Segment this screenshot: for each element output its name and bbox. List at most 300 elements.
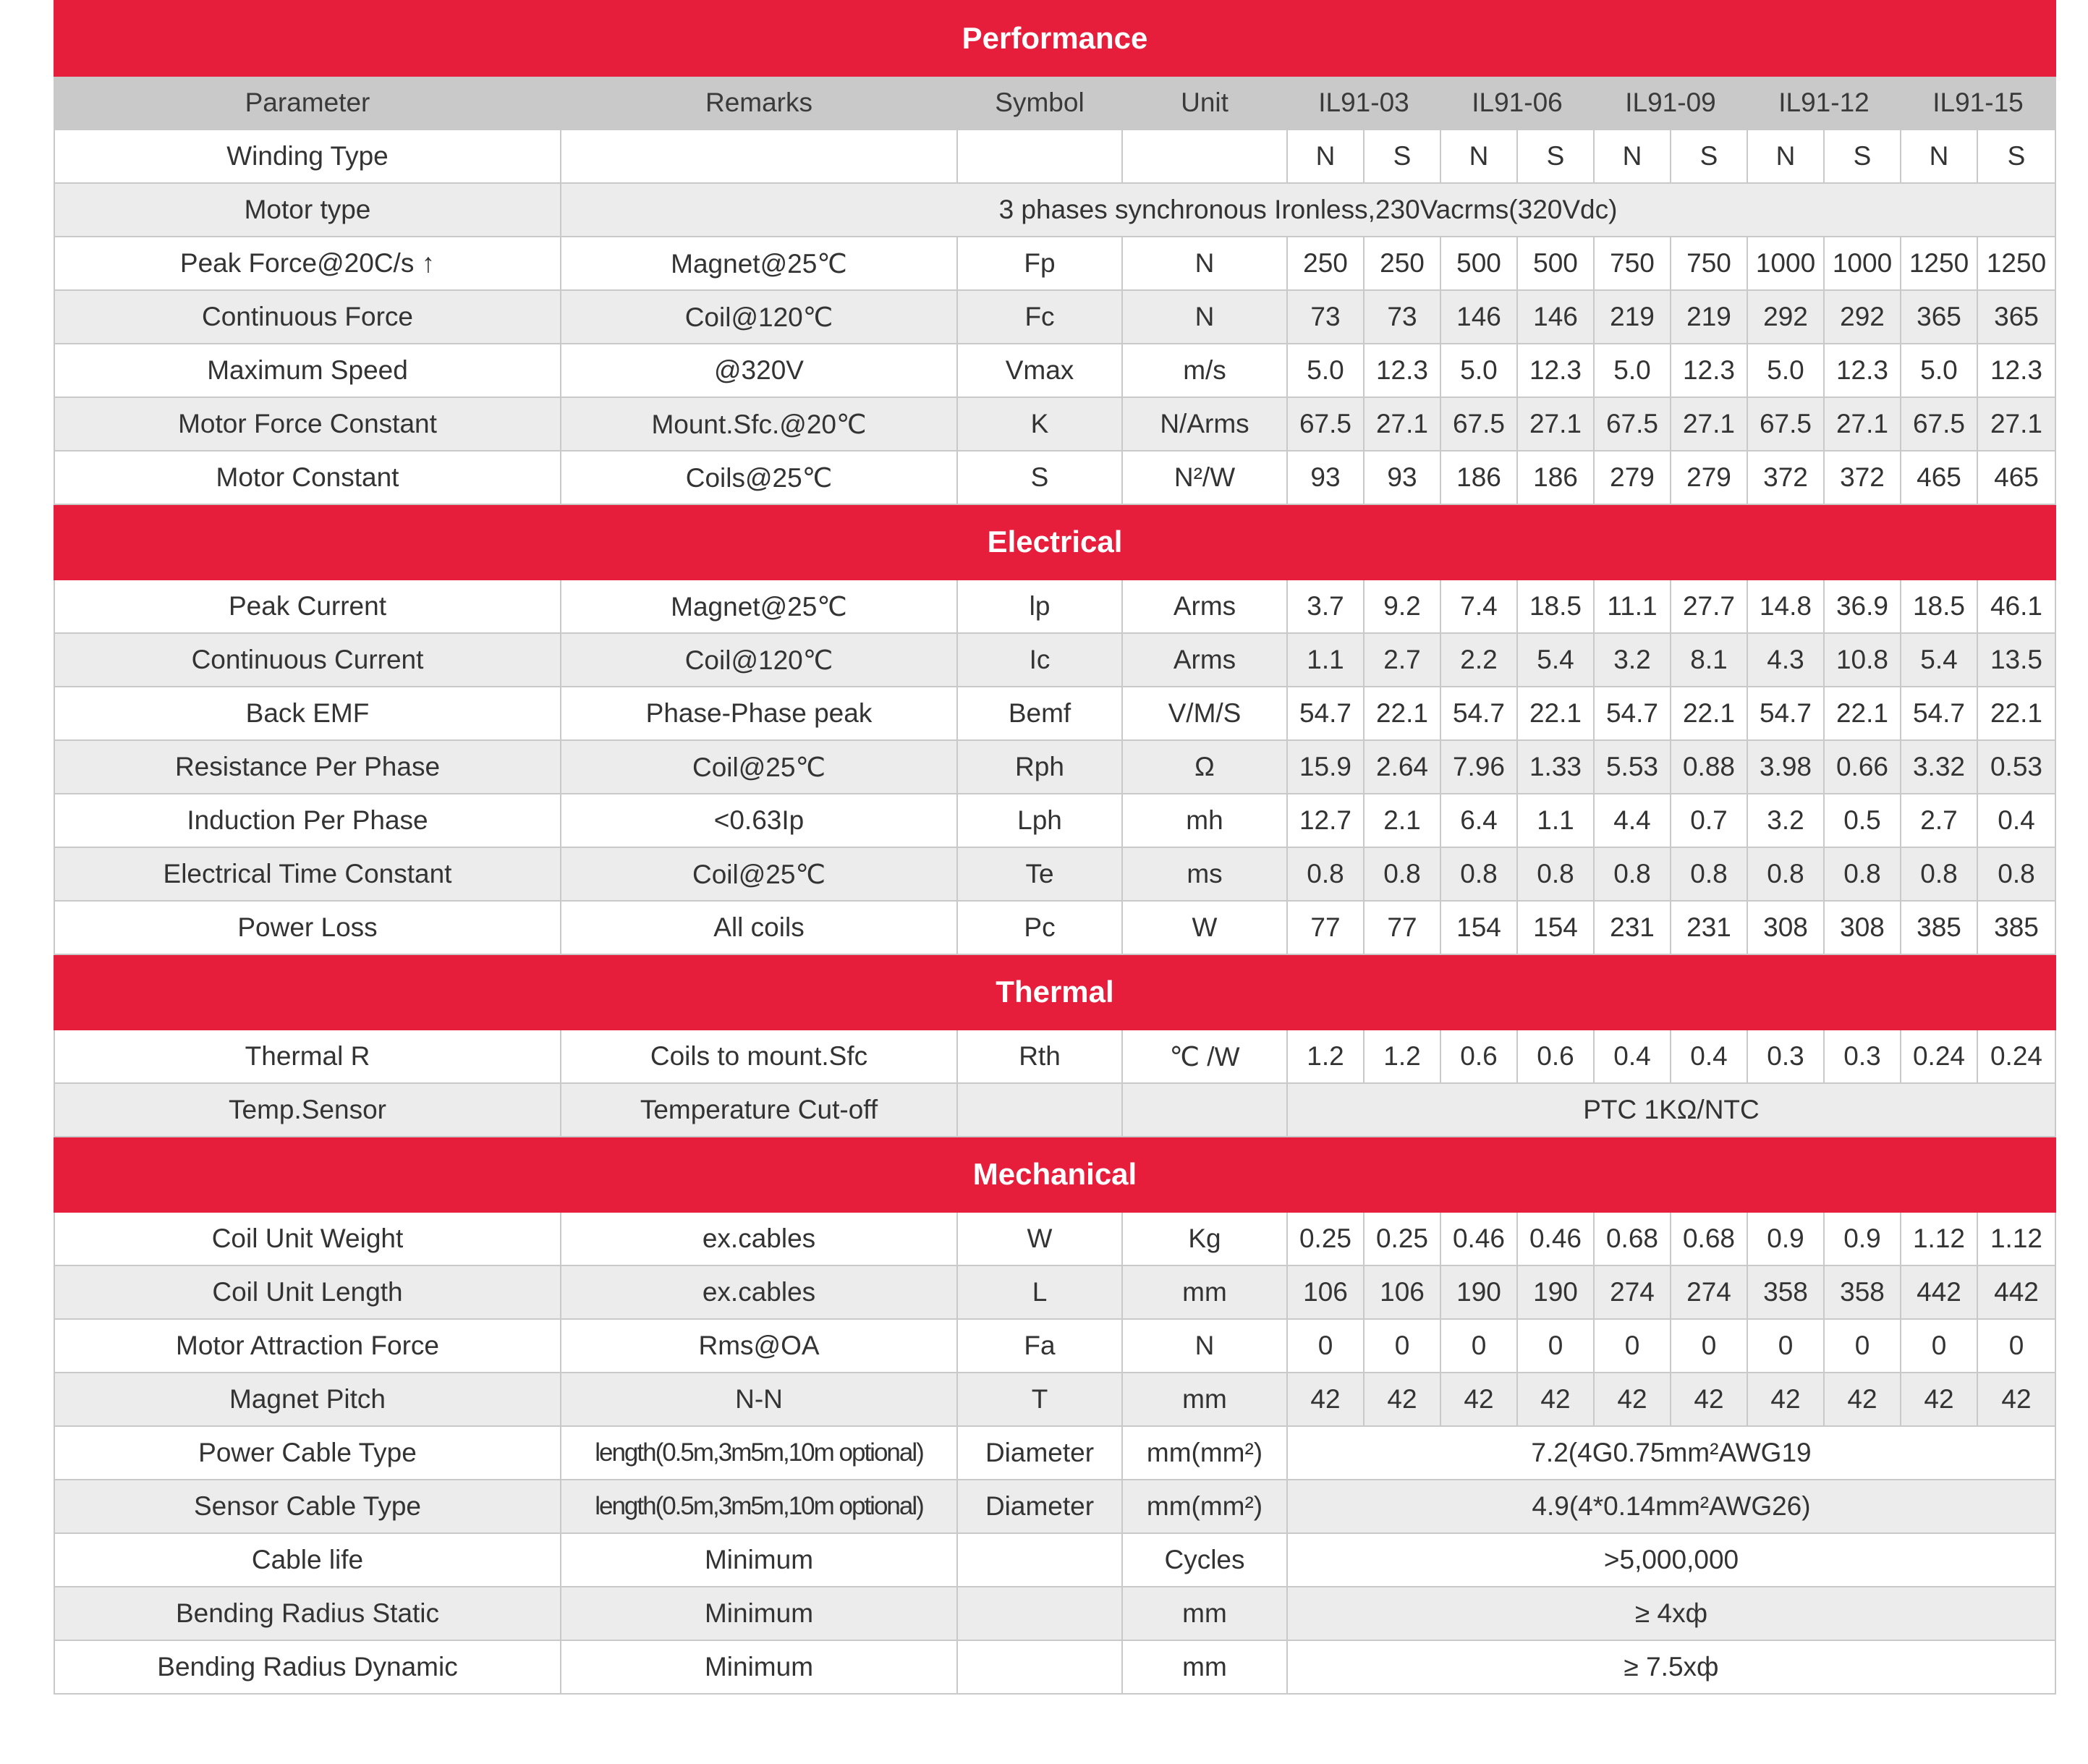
cell-value: 0: [1287, 1319, 1364, 1373]
cell-value: 365: [1901, 290, 1977, 344]
cell-merged-value: 4.9(4*0.14mm²AWG26): [1287, 1480, 2055, 1533]
cell-value: 2.1: [1364, 794, 1440, 847]
cell-remarks: length(0.5m,3m5m,10m optional): [561, 1426, 957, 1480]
cell-value: 5.0: [1287, 344, 1364, 397]
column-header-model: IL91-03: [1287, 76, 1440, 130]
column-header-remarks: Remarks: [561, 76, 957, 130]
cell-value: 154: [1440, 901, 1517, 954]
cell-parameter: Bending Radius Dynamic: [54, 1640, 561, 1694]
cell-symbol: Fc: [957, 290, 1122, 344]
section-header-row: [54, 954, 2055, 1030]
cell-value: 0.46: [1440, 1212, 1517, 1265]
cell-value: 219: [1671, 290, 1747, 344]
cell-unit: mm: [1122, 1265, 1287, 1319]
cell-value: 9.2: [1364, 580, 1440, 633]
section-title: Electrical: [54, 504, 2055, 580]
cell-value: 22.1: [1517, 687, 1594, 740]
cell-value: 12.3: [1977, 344, 2055, 397]
cell-parameter: Back EMF: [54, 687, 561, 740]
cell-value: 0.66: [1824, 740, 1901, 794]
table-row: [54, 290, 2055, 344]
cell-value: 0.4: [1594, 1030, 1671, 1083]
cell-parameter: Electrical Time Constant: [54, 847, 561, 901]
cell-value: 12.3: [1517, 344, 1594, 397]
section-header-row: [54, 1, 2055, 76]
cell-parameter: Motor Force Constant: [54, 397, 561, 451]
cell-value: 18.5: [1901, 580, 1977, 633]
cell-remarks: Minimum: [561, 1533, 957, 1587]
cell-value: 54.7: [1747, 687, 1824, 740]
cell-value: 0.24: [1901, 1030, 1977, 1083]
cell-symbol: Bemf: [957, 687, 1122, 740]
cell-parameter: Power Cable Type: [54, 1426, 561, 1480]
column-header-parameter: Parameter: [54, 76, 561, 130]
section-title: Performance: [54, 1, 2055, 76]
cell-parameter: Power Loss: [54, 901, 561, 954]
cell-value: 279: [1594, 451, 1671, 504]
cell-value: 0.8: [1747, 847, 1824, 901]
cell-symbol: [957, 130, 1122, 183]
cell-value: 500: [1517, 237, 1594, 290]
cell-value: 27.1: [1671, 397, 1747, 451]
cell-value: 8.1: [1671, 633, 1747, 687]
cell-value: 27.1: [1517, 397, 1594, 451]
table-row: [54, 1533, 2055, 1587]
cell-value: 106: [1287, 1265, 1364, 1319]
cell-value: 42: [1671, 1373, 1747, 1426]
cell-unit: mh: [1122, 794, 1287, 847]
cell-value: 5.4: [1517, 633, 1594, 687]
cell-parameter: Winding Type: [54, 130, 561, 183]
cell-value: 42: [1747, 1373, 1824, 1426]
cell-value: 3.2: [1747, 794, 1824, 847]
cell-parameter: Coil Unit Length: [54, 1265, 561, 1319]
cell-remarks: Coil@120℃: [561, 290, 957, 344]
cell-value: 274: [1594, 1265, 1671, 1319]
cell-remarks: N-N: [561, 1373, 957, 1426]
cell-merged-span: 3 phases synchronous Ironless,230Vacrms(320Vdc): [561, 183, 2055, 237]
cell-value: 250: [1287, 237, 1364, 290]
cell-merged-value: ≥ 7.5xф: [1287, 1640, 2055, 1694]
cell-value: 0: [1747, 1319, 1824, 1373]
table-row: [54, 1212, 2055, 1265]
cell-symbol: K: [957, 397, 1122, 451]
table-row: [54, 1373, 2055, 1426]
cell-value: 274: [1671, 1265, 1747, 1319]
cell-value: 1.2: [1287, 1030, 1364, 1083]
cell-value: 2.64: [1364, 740, 1440, 794]
cell-value: 67.5: [1901, 397, 1977, 451]
cell-remarks: Coils@25℃: [561, 451, 957, 504]
table-row: [54, 1083, 2055, 1137]
cell-value: 0.8: [1440, 847, 1517, 901]
cell-symbol: [957, 1587, 1122, 1640]
cell-value: 10.8: [1824, 633, 1901, 687]
cell-unit: m/s: [1122, 344, 1287, 397]
cell-value: 465: [1977, 451, 2055, 504]
cell-unit: [1122, 1083, 1287, 1137]
cell-unit: mm: [1122, 1373, 1287, 1426]
cell-remarks: Coils to mount.Sfc: [561, 1030, 957, 1083]
cell-unit: Kg: [1122, 1212, 1287, 1265]
cell-value: 42: [1287, 1373, 1364, 1426]
cell-value: 54.7: [1287, 687, 1364, 740]
cell-symbol: W: [957, 1212, 1122, 1265]
cell-value: 1.12: [1901, 1212, 1977, 1265]
spec-table: [54, 0, 2056, 1695]
cell-value: 231: [1671, 901, 1747, 954]
cell-value: 77: [1364, 901, 1440, 954]
cell-value: 358: [1747, 1265, 1824, 1319]
cell-value: 0: [1440, 1319, 1517, 1373]
cell-value: 442: [1977, 1265, 2055, 1319]
cell-value: 1000: [1824, 237, 1901, 290]
cell-parameter: Temp.Sensor: [54, 1083, 561, 1137]
cell-symbol: lp: [957, 580, 1122, 633]
cell-symbol: Vmax: [957, 344, 1122, 397]
cell-value: 0.68: [1671, 1212, 1747, 1265]
cell-remarks: length(0.5m,3m5m,10m optional): [561, 1480, 957, 1533]
table-row: [54, 1319, 2055, 1373]
cell-value: 3.98: [1747, 740, 1824, 794]
cell-value: 5.0: [1901, 344, 1977, 397]
column-header-model: IL91-12: [1747, 76, 1901, 130]
cell-symbol: Lph: [957, 794, 1122, 847]
cell-value: 73: [1287, 290, 1364, 344]
cell-remarks: [561, 130, 957, 183]
cell-unit: mm: [1122, 1640, 1287, 1694]
cell-value: 0.6: [1517, 1030, 1594, 1083]
cell-remarks: Coil@120℃: [561, 633, 957, 687]
cell-value: 0.8: [1977, 847, 2055, 901]
column-header-model: IL91-09: [1594, 76, 1747, 130]
table-row: [54, 687, 2055, 740]
cell-value: 0: [1671, 1319, 1747, 1373]
cell-value: 385: [1977, 901, 2055, 954]
cell-value: 54.7: [1440, 687, 1517, 740]
cell-value: 36.9: [1824, 580, 1901, 633]
cell-value: 750: [1594, 237, 1671, 290]
table-row: [54, 1426, 2055, 1480]
cell-unit: Arms: [1122, 580, 1287, 633]
cell-value: 15.9: [1287, 740, 1364, 794]
cell-value: 67.5: [1747, 397, 1824, 451]
cell-unit: ℃ /W: [1122, 1030, 1287, 1083]
cell-parameter: Continuous Current: [54, 633, 561, 687]
column-header-symbol: Symbol: [957, 76, 1122, 130]
cell-value: 372: [1824, 451, 1901, 504]
cell-parameter: Continuous Force: [54, 290, 561, 344]
cell-value: 0.68: [1594, 1212, 1671, 1265]
cell-merged-value: ≥ 4xф: [1287, 1587, 2055, 1640]
cell-value: 6.4: [1440, 794, 1517, 847]
cell-symbol: Rph: [957, 740, 1122, 794]
cell-parameter: Coil Unit Weight: [54, 1212, 561, 1265]
cell-value: 5.0: [1594, 344, 1671, 397]
cell-value: 1250: [1901, 237, 1977, 290]
section-title: Thermal: [54, 954, 2055, 1030]
cell-value: 186: [1517, 451, 1594, 504]
cell-remarks: All coils: [561, 901, 957, 954]
cell-merged-value: 7.2(4G0.75mm²AWG19: [1287, 1426, 2055, 1480]
cell-remarks: <0.63Ip: [561, 794, 957, 847]
cell-value: 465: [1901, 451, 1977, 504]
column-header-row: [54, 76, 2055, 130]
cell-parameter: Cable life: [54, 1533, 561, 1587]
cell-unit: ms: [1122, 847, 1287, 901]
table-row: [54, 1030, 2055, 1083]
cell-unit: N: [1122, 237, 1287, 290]
cell-unit: Cycles: [1122, 1533, 1287, 1587]
cell-value: 73: [1364, 290, 1440, 344]
cell-value: 27.1: [1824, 397, 1901, 451]
table-row: [54, 847, 2055, 901]
cell-value: 442: [1901, 1265, 1977, 1319]
cell-remarks: Temperature Cut-off: [561, 1083, 957, 1137]
cell-parameter: Sensor Cable Type: [54, 1480, 561, 1533]
cell-parameter: Bending Radius Static: [54, 1587, 561, 1640]
cell-value: 42: [1364, 1373, 1440, 1426]
cell-value: 42: [1594, 1373, 1671, 1426]
cell-value: N: [1747, 130, 1824, 183]
cell-value: 54.7: [1901, 687, 1977, 740]
cell-merged-value: >5,000,000: [1287, 1533, 2055, 1587]
cell-remarks: Magnet@25℃: [561, 237, 957, 290]
cell-value: S: [1364, 130, 1440, 183]
cell-unit: V/M/S: [1122, 687, 1287, 740]
cell-value: 0.3: [1824, 1030, 1901, 1083]
cell-value: 365: [1977, 290, 2055, 344]
cell-value: 0.9: [1747, 1212, 1824, 1265]
cell-parameter: Peak Current: [54, 580, 561, 633]
cell-value: 7.96: [1440, 740, 1517, 794]
cell-value: 1.2: [1364, 1030, 1440, 1083]
cell-value: 4.3: [1747, 633, 1824, 687]
cell-value: 0.5: [1824, 794, 1901, 847]
cell-remarks: @320V: [561, 344, 957, 397]
table-row: [54, 397, 2055, 451]
cell-unit: mm(mm²): [1122, 1480, 1287, 1533]
cell-value: S: [1517, 130, 1594, 183]
cell-value: 93: [1287, 451, 1364, 504]
cell-value: 154: [1517, 901, 1594, 954]
cell-value: 500: [1440, 237, 1517, 290]
cell-value: 42: [1517, 1373, 1594, 1426]
cell-symbol: Fp: [957, 237, 1122, 290]
cell-symbol: [957, 1083, 1122, 1137]
cell-symbol: [957, 1533, 1122, 1587]
cell-value: 0.9: [1824, 1212, 1901, 1265]
cell-value: 42: [1977, 1373, 2055, 1426]
cell-value: 12.3: [1364, 344, 1440, 397]
cell-value: S: [1824, 130, 1901, 183]
cell-unit: N: [1122, 290, 1287, 344]
table-body: [54, 1, 2055, 1694]
cell-unit: Ω: [1122, 740, 1287, 794]
cell-value: 0.53: [1977, 740, 2055, 794]
cell-parameter: Motor type: [54, 183, 561, 237]
cell-value: 385: [1901, 901, 1977, 954]
cell-value: 12.7: [1287, 794, 1364, 847]
cell-parameter: Thermal R: [54, 1030, 561, 1083]
column-header-model: IL91-06: [1440, 76, 1594, 130]
cell-value: N: [1440, 130, 1517, 183]
cell-value: 5.0: [1440, 344, 1517, 397]
cell-value: 7.4: [1440, 580, 1517, 633]
cell-value: 27.1: [1364, 397, 1440, 451]
cell-value: 186: [1440, 451, 1517, 504]
cell-value: 0.8: [1364, 847, 1440, 901]
cell-value: 13.5: [1977, 633, 2055, 687]
cell-value: S: [1671, 130, 1747, 183]
cell-value: 190: [1440, 1265, 1517, 1319]
cell-value: 292: [1824, 290, 1901, 344]
cell-unit: mm(mm²): [1122, 1426, 1287, 1480]
cell-value: 231: [1594, 901, 1671, 954]
cell-parameter: Induction Per Phase: [54, 794, 561, 847]
cell-remarks: ex.cables: [561, 1265, 957, 1319]
cell-value: 0.8: [1517, 847, 1594, 901]
cell-value: 0.7: [1671, 794, 1747, 847]
cell-parameter: Peak Force@20C/s ↑: [54, 237, 561, 290]
cell-symbol: S: [957, 451, 1122, 504]
cell-value: 0.25: [1364, 1212, 1440, 1265]
cell-symbol: Pc: [957, 901, 1122, 954]
cell-value: 3.32: [1901, 740, 1977, 794]
cell-value: 0: [1977, 1319, 2055, 1373]
table-row: [54, 901, 2055, 954]
cell-value: 22.1: [1977, 687, 2055, 740]
cell-value: 219: [1594, 290, 1671, 344]
cell-value: N: [1901, 130, 1977, 183]
table-row: [54, 451, 2055, 504]
cell-unit: Arms: [1122, 633, 1287, 687]
cell-parameter: Magnet Pitch: [54, 1373, 561, 1426]
cell-unit: N/Arms: [1122, 397, 1287, 451]
table-row: [54, 580, 2055, 633]
cell-value: 22.1: [1671, 687, 1747, 740]
cell-symbol: Rth: [957, 1030, 1122, 1083]
cell-value: 22.1: [1364, 687, 1440, 740]
cell-value: 12.3: [1671, 344, 1747, 397]
cell-remarks: Minimum: [561, 1640, 957, 1694]
table-row: [54, 633, 2055, 687]
cell-symbol: Te: [957, 847, 1122, 901]
cell-value: 750: [1671, 237, 1747, 290]
cell-value: 0.8: [1824, 847, 1901, 901]
cell-symbol: Fa: [957, 1319, 1122, 1373]
cell-merged-value: PTC 1KΩ/NTC: [1287, 1083, 2055, 1137]
cell-value: 11.1: [1594, 580, 1671, 633]
cell-value: 1.1: [1287, 633, 1364, 687]
cell-parameter: Resistance Per Phase: [54, 740, 561, 794]
cell-symbol: [957, 1640, 1122, 1694]
cell-value: N: [1594, 130, 1671, 183]
cell-value: 1.12: [1977, 1212, 2055, 1265]
cell-symbol: T: [957, 1373, 1122, 1426]
cell-value: 1.33: [1517, 740, 1594, 794]
cell-unit: N: [1122, 1319, 1287, 1373]
cell-value: 0: [1364, 1319, 1440, 1373]
cell-remarks: Minimum: [561, 1587, 957, 1640]
column-header-model: IL91-15: [1901, 76, 2055, 130]
table-row: [54, 130, 2055, 183]
cell-value: 106: [1364, 1265, 1440, 1319]
cell-value: 0.8: [1594, 847, 1671, 901]
cell-parameter: Motor Constant: [54, 451, 561, 504]
cell-unit: N²/W: [1122, 451, 1287, 504]
cell-value: 0.3: [1747, 1030, 1824, 1083]
cell-value: 2.7: [1901, 794, 1977, 847]
section-header-row: [54, 504, 2055, 580]
table-row: [54, 1640, 2055, 1694]
cell-value: 0.4: [1671, 1030, 1747, 1083]
table-row: [54, 1265, 2055, 1319]
cell-value: 0: [1901, 1319, 1977, 1373]
table-row: [54, 740, 2055, 794]
cell-remarks: ex.cables: [561, 1212, 957, 1265]
cell-symbol: Diameter: [957, 1426, 1122, 1480]
table-row: [54, 344, 2055, 397]
cell-value: 1.1: [1517, 794, 1594, 847]
cell-remarks: Phase-Phase peak: [561, 687, 957, 740]
table-row: [54, 183, 2055, 237]
cell-value: 1250: [1977, 237, 2055, 290]
cell-remarks: Mount.Sfc.@20℃: [561, 397, 957, 451]
cell-value: 5.53: [1594, 740, 1671, 794]
cell-symbol: L: [957, 1265, 1122, 1319]
cell-value: 0.25: [1287, 1212, 1364, 1265]
cell-value: 0.24: [1977, 1030, 2055, 1083]
cell-value: 0: [1517, 1319, 1594, 1373]
cell-value: 0.8: [1671, 847, 1747, 901]
cell-value: 12.3: [1824, 344, 1901, 397]
cell-value: 67.5: [1440, 397, 1517, 451]
cell-value: 190: [1517, 1265, 1594, 1319]
cell-value: 2.7: [1364, 633, 1440, 687]
cell-value: 0: [1824, 1319, 1901, 1373]
cell-value: 0.46: [1517, 1212, 1594, 1265]
cell-value: S: [1977, 130, 2055, 183]
cell-value: 0: [1594, 1319, 1671, 1373]
cell-value: 67.5: [1287, 397, 1364, 451]
cell-value: 46.1: [1977, 580, 2055, 633]
cell-value: 4.4: [1594, 794, 1671, 847]
cell-value: 0.8: [1901, 847, 1977, 901]
section-header-row: [54, 1137, 2055, 1212]
cell-value: 2.2: [1440, 633, 1517, 687]
cell-value: 27.7: [1671, 580, 1747, 633]
cell-value: 0.88: [1671, 740, 1747, 794]
cell-value: 250: [1364, 237, 1440, 290]
cell-value: 3.7: [1287, 580, 1364, 633]
cell-value: 146: [1440, 290, 1517, 344]
section-title: Mechanical: [54, 1137, 2055, 1212]
cell-value: 308: [1824, 901, 1901, 954]
cell-value: 14.8: [1747, 580, 1824, 633]
cell-value: 308: [1747, 901, 1824, 954]
table-row: [54, 237, 2055, 290]
table-row: [54, 1587, 2055, 1640]
cell-value: 0.6: [1440, 1030, 1517, 1083]
cell-parameter: Maximum Speed: [54, 344, 561, 397]
cell-value: 3.2: [1594, 633, 1671, 687]
cell-value: 1000: [1747, 237, 1824, 290]
cell-value: 18.5: [1517, 580, 1594, 633]
cell-unit: [1122, 130, 1287, 183]
cell-value: 67.5: [1594, 397, 1671, 451]
cell-value: 54.7: [1594, 687, 1671, 740]
